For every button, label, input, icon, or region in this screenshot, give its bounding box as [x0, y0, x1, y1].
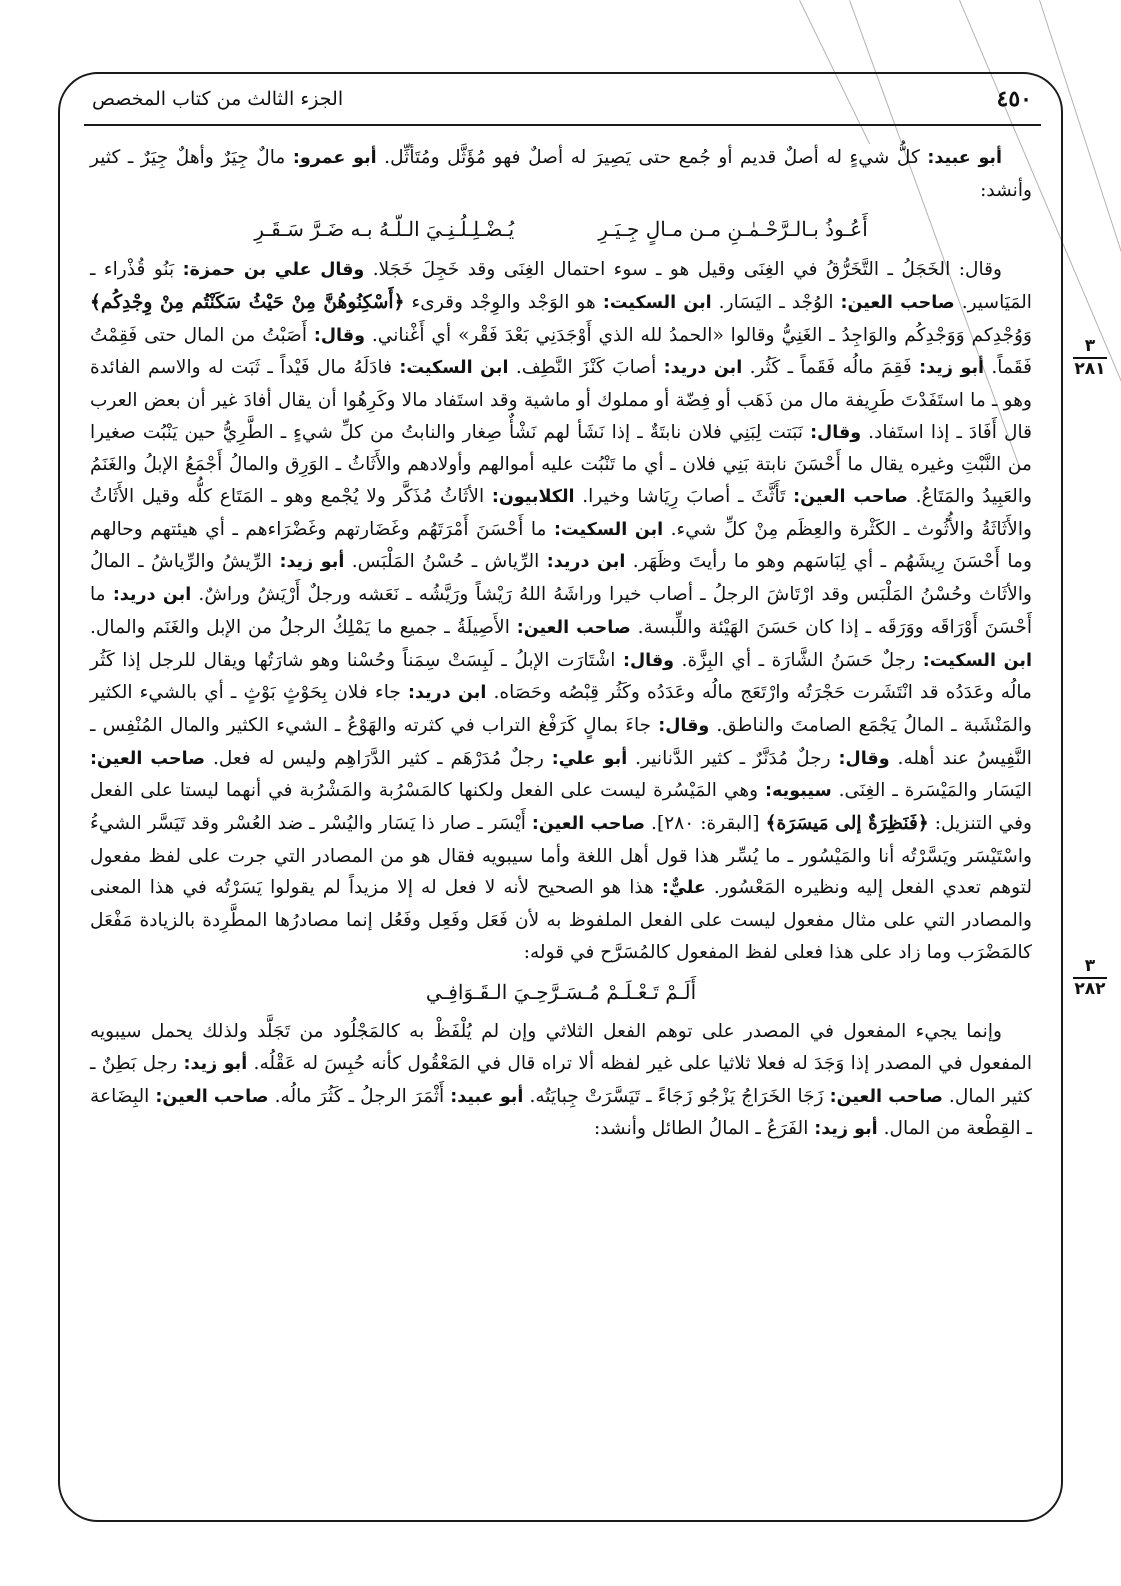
source-name: صاحب العين: [840, 292, 955, 313]
source-name: صاحب العين: [793, 487, 908, 508]
source-name: أبو علي: [551, 748, 628, 769]
margin-page-reference: ٣ ٢٨١ [1074, 336, 1106, 379]
source-name: ابن السكيت: [922, 650, 1032, 671]
text-run: ما أَحْسَنَ أَوْرَاقَه ووَرَقَه ـ إذا كان حَسَنَ الهَيْئة واللِّبسة. [90, 584, 1032, 638]
page-number: ٤٥٠ [996, 86, 1032, 112]
text-run: وَوُجْدِكم وَوَجْدِكُم والوَاجِدُ ـ الغَنِيُّ وقالوا «الحمدُ لله الذي أَوْجَدَنِي بَعْدَ فَقْر» أي أَغْناني. [364, 324, 1032, 346]
source-name: عليٌّ: [662, 878, 706, 899]
text-run: أَصَبْتُ من المال حتى فَقِمْتُ فَقَماً. [90, 324, 1033, 379]
poetry-verse [90, 214, 1032, 246]
text-run: اليَسَار والمَيْسَرة ـ الغِنَى. [831, 780, 1033, 802]
page-header [92, 82, 1032, 118]
text-paragraph [90, 1016, 1032, 1146]
source-name: أبو زيد: [814, 1119, 878, 1140]
source-name: أبو زيد: [919, 358, 985, 379]
text-paragraph [90, 142, 1032, 206]
text-run: الفَرَعُ ـ المالُ الطائل وأنشد: [594, 1118, 815, 1140]
source-name: ابن السكيت: [553, 519, 664, 540]
source-name: ابن دريد: [546, 552, 626, 573]
source-name: الكلابيون: [491, 487, 575, 508]
source-name: صاحب العين: [531, 814, 646, 835]
source-name: أبو عمرو: [292, 148, 377, 168]
source-name: ابن السكيت: [602, 292, 712, 313]
source-name: أبو عبيد: [927, 148, 1002, 168]
header-rule [84, 124, 1041, 126]
text-run: ما أَحْسَنَ أَمْرَتَهُم وغَضَارتهم وغَضْرَاءهم ـ أي هيئتهم وحالهم وما أَحْسَنَ رِيشَهُم ـ أي لِبَاسَهم وهو ما رأيتَ وظَهَر. [90, 518, 1032, 573]
text-run: الأثَاثُ مُذَكَّر ولا يُجْمع وهو ـ المَتَاع كلُّه وقيل الأَثَاثُ والأَثَاثَةُ والأُثُوث ـ الكَثْرة والعِظَم مِنْ كلِّ شيء. [90, 486, 1032, 540]
source-name: ابن دريد: [663, 358, 743, 379]
text-run: فَقِمَ مالُه فَقَماً ـ كَثُر. [742, 357, 920, 379]
source-name: صاحب العين: [516, 617, 631, 638]
source-name: وقال: [658, 715, 710, 736]
text-run: البِضَاعة ـ القِطْعة من المال. [90, 1085, 1032, 1140]
text-run: تَأَثَّثَ ـ أصابَ رِيَاشا وخيرا. [574, 486, 794, 508]
verse-hemistich: يُـضْـلِـلُـنِـيَ الـلّـهُ بـه ضَـرَّ سَـقَـرِ [254, 217, 515, 242]
margin-page-reference: ٣ ٢٨٢ [1074, 956, 1106, 999]
text-run: كلُّ شيءٍ له أصلٌ قديم أو جُمع حتى يَصِيرَ له أصلٌ فهو مُؤَثَّل ومُتَأثِّل. [376, 147, 928, 168]
quran-quote: ﴿فَنَظِرَةٌ إلى مَيسَرَة﴾ [765, 813, 929, 835]
source-name: وقال: [622, 650, 675, 671]
text-run: الوُجْد ـ اليَسَار. [711, 291, 841, 313]
text-run: زَجَا الخَرَاجُ يَزْجُو زَجَاءً ـ تَيَسَّرَتْ جِبايَتُه. [523, 1085, 830, 1107]
source-name: ابن دريد: [112, 585, 192, 606]
text-run: الأَصِيلَةُ ـ جميع ما يَمْلِكُ الرجلُ من الإبل والغَنَم والمال. [90, 616, 517, 638]
text-run: رجلٌ مُدَنَّرٌ ـ كثير الدَّنانير. [627, 747, 839, 769]
text-run: الرِّياش ـ حُسْنُ المَلْبَس. [344, 551, 547, 573]
text-run: فادَلَهُ مال فَيْداً ـ ثَبَت له والاسم الفائدة وهو ـ ما استَفَدْتَ طَرِيفة مال من ذَهَب أو فِضّة أو مملوك أو ماشية وقد استَفاد مالا وكَرِهُوا أن يقال أفادَ غير أن بعض العرب قال أَفَادَ ـ إذا استَفاد. [90, 357, 1033, 443]
text-run: هو الوَجْد والوِجْد وقرىء [404, 291, 603, 313]
verse-hemistich: أَعُـوذُ بـالـرَّحْـمٰـنِ مـن مـالٍ جِـيَـرِ [598, 217, 868, 242]
text-run: أصابَ كَنْزَ النَّطِف. [508, 357, 664, 379]
text-run: [البقرة: ٢٨٠]. [645, 813, 766, 835]
text-run: وقال: الخَجَلُ ـ التَّخَرُّقُ في الغِنَى وقيل هو ـ سوء احتمال الغِنَى وقد خَجِلَ خَجَلا. [364, 259, 1002, 281]
source-name: سيبويه: [765, 781, 832, 802]
running-title: الجزء الثالث من كتاب المخصص [92, 88, 344, 110]
source-name: أبو زيد: [183, 1053, 248, 1074]
text-run: بَنُو قُذْراء ـ المَيَاسير. [90, 259, 1032, 313]
text-run: رجلٌ حَسَنُ الشَّارَة ـ أي البِزَّة. [674, 649, 923, 671]
text-run: جاء فلان بِحَوْثٍ بَوْثٍ ـ أي بالشيء الكثير والمَنْشَبة ـ المالُ يَجْمَع الصامتَ والناطق. [90, 682, 1032, 736]
verse-hemistich: أَلَـمْ تَـعْـلَـمْ مُـسَـرَّحِـيَ الـقَـوَافِـي [425, 979, 697, 1004]
text-run: مالٌ جِيَرٌ وأهلٌ جِيَرٌ ـ كثير وأنشد: [90, 147, 1032, 201]
text-run: أَثْمَرَ الرجلُ ـ كَثُرَ مالُه. [268, 1085, 451, 1107]
text-run: نَبَتت لِبَنِي فلان نابتَةٌ ـ إذا نَشَأ لهم نَشْأٌ صِغار والنابتُ من كلِّ شيءٍ ـ الطَّرِيُّ حين يَنْبُت صغيرا من النَّبْتِ وغيره يقال ما أَحْسَنَ نابتة بَنِي فلان ـ أي ما تَنْبُت عليه أموالهم وأولادهم والأَثَاثُ ـ الوَرِق والمالُ أَجْمَعُ الإبلُ والغَنَمُ والعَبِيدُ والمَتَاعُ. [90, 421, 1032, 508]
source-name: ابن السكيت: [399, 358, 509, 379]
text-paragraph [90, 254, 1032, 968]
poetry-verse [90, 977, 1032, 1009]
text-run: رجلٌ مُدَرْهَم ـ كثير الدَّرَاهِم وليس له فعل. [205, 747, 552, 769]
text-run: وهي المَيْسُرة ليست على الفعل ولكنها كالمَسْرُبة والمَشْرُبة في أنهما ليستا على الفعل وفي التنزيل: [90, 780, 1032, 835]
source-name: صاحب العين: [155, 1086, 269, 1107]
source-name: وقال: [838, 748, 890, 769]
source-name: أبو عبيد: [450, 1086, 524, 1107]
source-name: صاحب العين: [829, 1086, 943, 1107]
source-name: صاحب العين: [90, 748, 206, 769]
text-run: اشْتَارَت الإبلُ ـ لَبِسَتْ سِمَناً وحُسْنا وهو شارَتُها ويقال للرجل إذا كَثُر مالُه وعَدَدُه قد انْتَشَرت حَجْرَتُه وارْتَعَج مالُه وعَدَدُه وكَثُر قِبْصُه وحَصَاه. [90, 649, 1032, 704]
text-run: رجل بَطِنٌ ـ كثير المال. [90, 1052, 1032, 1107]
main-text [90, 142, 1032, 1146]
source-name: وقال: [810, 422, 862, 443]
source-name: أبو زيد: [279, 552, 345, 573]
source-name: وقال: [313, 325, 365, 346]
text-run: وإنما يجيء المفعول في المصدر على توهم الفعل الثلاثي وإن لم يُلْفَظْ به كالمَجْلُود من تَجَلَّد ولذلك يحمل سيبويه المفعول في المصدر إذا وَجَدَ له فعلا ثلاثيا على غير لفظه ألا تراه قال في المَعْقُول كأنه حُبِسَ له عَقْلُه. [90, 1021, 1033, 1074]
text-run: أَيْسَر ـ صار ذا يَسَار واليُسْر ـ ضد العُسْر وقد تَيَسَّر الشيءُ واسْتَيْسَر ويَسَّرْتُه أنا والمَيْسُور ـ ما يُسِّر هذا قول أهل اللغة وأما سيبويه فقال هو من المصادر التي جرت على لفظ مفعول لتوهم تعدي الفعل إليه ونظيره المَعْسُور. [90, 813, 1032, 899]
source-name: وقال علي بن حمزة: [182, 260, 365, 281]
text-run: الرِّيشُ والرِّياشُ ـ المالُ والأثَاث وحُسْنُ المَلْبَس وقد ارْتَاشَ الرجلُ ـ أصاب خيرا وراشَهُ اللهُ رَيْشاً ورَيَّشُه ـ نَعَشه ورجلٌ أَرْيَشُ وراشٌ. [90, 551, 1032, 606]
quran-quote: ﴿أَسْكِنُوهُنَّ مِنْ حَيْثُ سَكَنْتُم مِنْ وِجْدِكُم﴾ [90, 291, 405, 313]
text-run: هذا هو الصحيح لأنه لا فعل له إلا مزيداً لم يقولوا يَسَرْتُه في هذا المعنى والمصادر التي على مثال مفعول ليست على الفعل الملفوظ به لأن فَعَل وفَعِل وفَعُل إنما مصادرُها المطَّرِدة بالزيادة مَفْعَل كالمَضْرَب وما زاد على هذا فعلى لفظ المفعول كالمُسَرَّح في قوله: [90, 877, 1032, 963]
source-name: ابن دريد: [408, 683, 487, 704]
text-run: جاءَ بمالٍ كَرَفْغ التراب في كثرته والهَوْعُ ـ الشيء الكثير والمال المُنْفِس ـ النَّفِيسُ عند أهله. [90, 714, 1032, 769]
